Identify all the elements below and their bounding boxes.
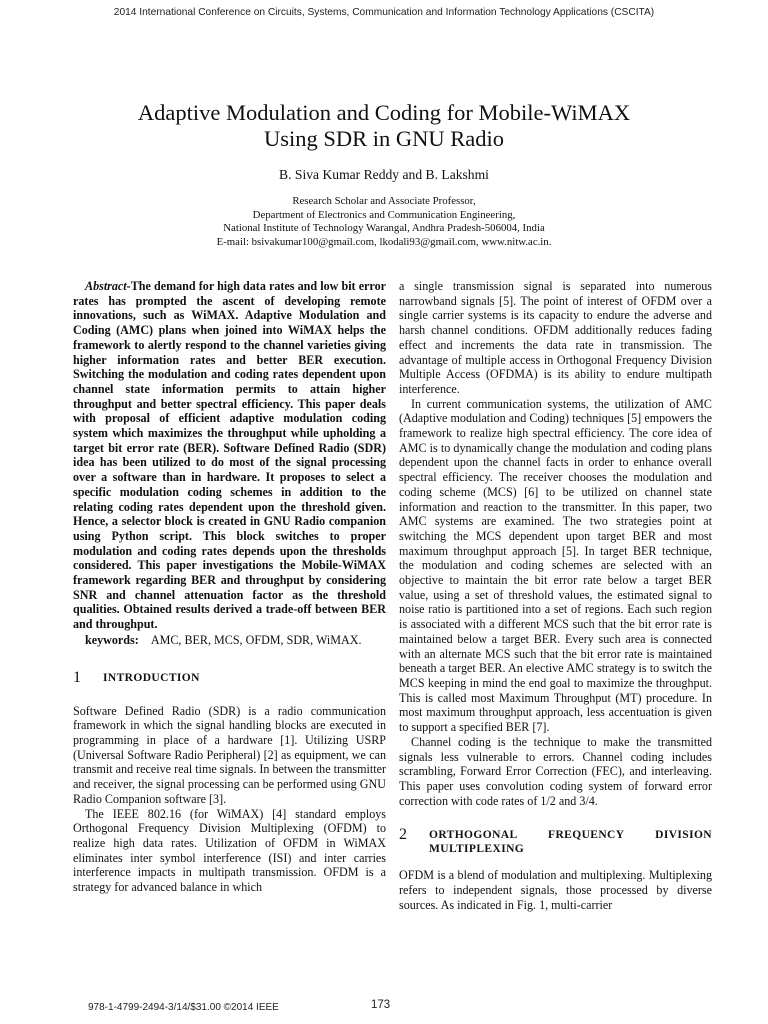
section-1-title: INTRODUCTION	[103, 671, 200, 684]
left-column	[73, 279, 386, 895]
section-2-paragraph: OFDM is a blend of modulation and multiplexing. Multiplexing refers to independent signals, those processed by diverse sources. As indicated in Fig. 1, multi-carrier	[399, 868, 712, 912]
affiliation-line-2: Department of Electronics and Communication Engineering,	[252, 208, 516, 221]
footer-isbn: 978-1-4799-2494-3/14/$31.00 ©2014 IEEE	[88, 1002, 279, 1013]
title-line-1: Adaptive Modulation and Coding for Mobile-WiMAX	[137, 100, 631, 125]
right-paragraph-1: a single transmission signal is separated into numerous narrowband signals [5]. The point of interest of OFDM over a single carrier systems is its capacity to endure the adverse and harsh channel conditions. OFDM additionally reduces fading effect and increments the data rate in transmission. The advantage of multiple access in Orthogonal Frequency Division Multiple Access (OFDMA) is its ability to endure multipath interference.	[399, 279, 712, 396]
section-2-heading	[399, 826, 712, 856]
right-paragraph-2: In current communication systems, the utilization of AMC (Adaptive modulation and Coding) techniques [5] empowers the framework to realize high spectral efficiency. The core idea of AMC is to dynamically change the modulation and coding plans dependent upon the channel facts in order to enhance overall spectral efficiency. The receiver chooses the modulation and coding scheme (MCS) [6] to be utilized on channel state information and reaction to the transmitter. In this paper, two AMC systems are examined. The two strategies point at switching the MCS dependent upon target BER and most maximum throughput approach [5]. In target BER technique, the modulation and coding schemes are selected with an objective to maintain the bit error rate below a target BER value, using a set of threshold values, the estimated signal to noise ratio is partitioned into a set of regions. Each such region is associated with a different MCS such that the bit error rate is maintained below a target BER. Every such area is connected with an alternate MCS such that the bit error rate is maintained beneath a target BER. An elective AMC strategy is to switch the MCS keeping in mind the end goal to maximize the throughput. This is called most Maximum Throughput (MT) procedure. In most maximum throughput approach, less accentuation is given to support a specified BER [7].	[399, 396, 712, 735]
affiliation-line-3: National Institute of Technology Warangal, Andhra Pradesh-506004, India	[223, 222, 545, 235]
abstract	[73, 279, 386, 632]
keywords-text: AMC, BER, MCS, OFDM, SDR, WiMAX.	[150, 632, 362, 647]
keywords-label: keywords:	[85, 632, 139, 647]
title-line-2: Using SDR in GNU Radio	[263, 126, 505, 151]
section-1-paragraph-1: Software Defined Radio (SDR) is a radio communication framework in which the signal handling blocks are executed in programming in place of a hardware [1]. Utilizing USRP (Universal Software Radio Peripheral) [2] as equipment, we can transmit and receive real time signals. In between the transmitter and receiver, the signal processing can be performed using GNU Radio Companion software [3].	[73, 703, 386, 806]
section-1-paragraph-2: The IEEE 802.16 (for WiMAX) [4] standard employs Orthogonal Frequency Division Multiplexing (OFDM) to realize high data rates. Utilization of OFDM in WiMAX eliminates inter symbol interference (ISI) and inter carries interference impacts in multipath transmission. OFDM is a strategy for advanced balance in which	[73, 806, 386, 895]
keywords	[73, 633, 386, 648]
affiliation	[0, 195, 768, 249]
affiliation-line-1: Research Scholar and Associate Professor,	[292, 195, 476, 207]
abstract-text: The demand for high data rates and low bit error rates has prompted the ascent of developing remote innovations, such as WiMAX. Adaptive Modulation and Coding (AMC) plans when joined into WiMAX helps the framework to alertly respond to the channel varieties giving higher information rates and better BER execution. Switching the modulation and coding rates dependent upon channel state information permits to attain higher throughput and better spectral efficiency. This paper deals with proposal of efficient adaptive modulation coding system which maximizes the throughput while upholding a target bit error rate (BER). Software Defined Radio (SDR) idea has been utilized to do most of the signal processing over a software than in hardware. It proposes to select a specific modulation coding schemes in addition to the relating coding rates dependent upon the threshold given. Hence, a selector block is created in GNU Radio companion using Python script. This block switches to proper modulation and coding rates depends upon the thresholds considered. This paper investigations the Mobile-WiMAX framework regarding BER and throughput by considering SNR and channel attenuation factor as the threshold qualities. Obtained results derived a trade-off between BER and throughput.	[73, 279, 386, 632]
section-2-title: ORTHOGONAL FREQUENCY DIVISION MULTIPLEXING	[429, 829, 712, 856]
right-paragraph-3: Channel coding is the technique to make the transmitted signals less vulnerable to errors. Channel coding includes scrambling, Forward Error Correction (FEC), and interleaving. This paper uses convolution coding system of forward error correction with code rates of 1/2 and 3/4.	[399, 734, 712, 808]
paper-title	[60, 100, 708, 152]
right-column	[399, 279, 712, 912]
conference-header: 2014 International Conference on Circuits, Systems, Communication and Information Technology Applications (CSCITA)	[113, 7, 655, 18]
page-number: 173	[371, 999, 391, 1011]
section-2-number: 2	[399, 826, 407, 844]
affiliation-email: E-mail: bsivakumar100@gmail.com, lkodali93@gmail.com, www.nitw.ac.in.	[216, 235, 552, 248]
section-1-number: 1	[73, 668, 81, 686]
abstract-label: Abstract-	[85, 279, 131, 293]
authors: B. Siva Kumar Reddy and B. Lakshmi	[279, 167, 489, 182]
section-1-heading	[73, 669, 386, 687]
